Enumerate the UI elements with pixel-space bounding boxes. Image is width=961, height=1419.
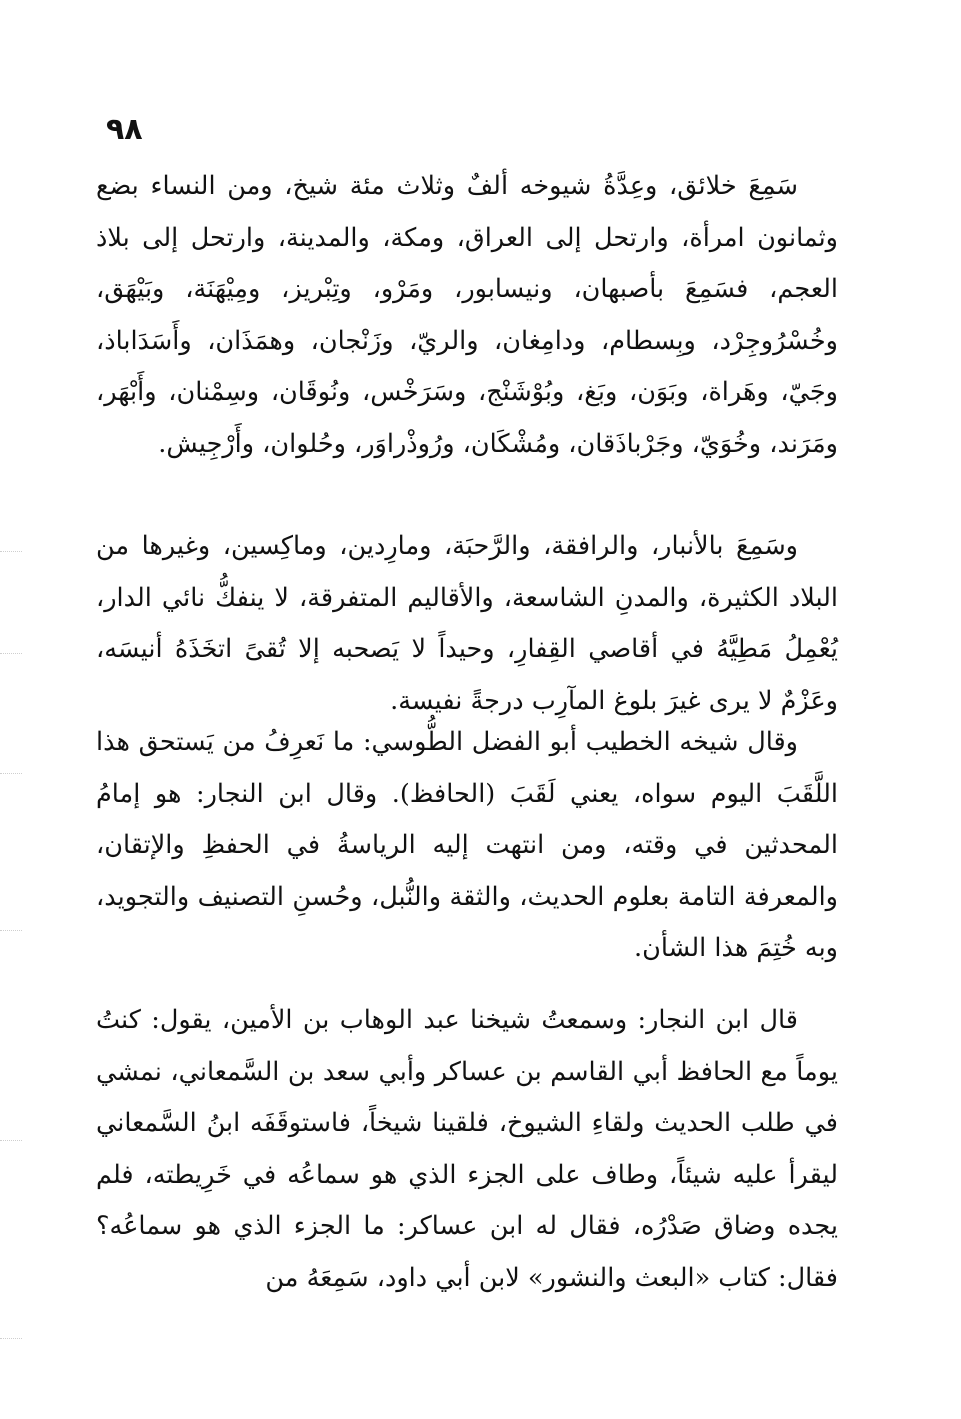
margin-mark	[0, 653, 22, 654]
page-number: ٩٨	[106, 112, 143, 147]
paragraph-2: وسَمِعَ بالأنبار، والرافقة، والرَّحبَة، ومارِدين، وماكِسين، وغيرها من البلاد الكثيرة، والمدنِ الشاسعة، والأقاليم المتفرقة، لا ينفكُّ نائي الدار، يُعْمِلُ مَطِيَّهُ في أقاصي القِفارِ، وحيداً لا يَصحبه إلا تُقىً اتخَذَهُ أنيسَه، وعَزْمٌ لا يرى غيرَ بلوغ المآرِب درجةً نفيسة.	[96, 531, 838, 716]
margin-mark	[0, 1140, 22, 1141]
margin-mark	[0, 773, 22, 774]
paragraph-4: قال ابن النجار: وسمعتُ شيخنا عبد الوهاب بن الأمين، يقول: كنتُ يوماً مع الحافظ أبي القاسم بن عساكر وأبي سعد بن السَّمعاني، نمشي في طلب الحديث ولقاءِ الشيوخ، فلقينا شيخاً، فاستوقَفَه ابنُ السَّمعاني ليقرأ عليه شيئاً، وطاف على الجزء الذي هو سماعُه في خَرِيطته، فلم يجده وضاق صَدْرُه، فقال له ابن عساكر: ما الجزء الذي هو سماعُه؟ فقال: كتاب «البعث والنشور» لابن أبي داود، سَمِعَهُ من	[96, 1005, 838, 1293]
paragraph-3: وقال شيخه الخطيب أبو الفضل الطُّوسي: ما نَعرِفُ من يَستحق هذا اللَّقَبَ اليوم سواه، يعني لَقَبَ (الحافظ). وقال ابن النجار: هو إمامُ المحدثين في وقته، ومن انتهت إليه الرياسةُ في الحفظِ والإتقان، والمعرفة التامة بعلوم الحديث، والثقة والنُّبل، وحُسنِ التصنيف والتجويد، وبه خُتِمَ هذا الشأن.	[96, 727, 838, 963]
margin-mark	[0, 1338, 22, 1339]
paragraph-1: سَمِعَ خلائق، وعِدَّةُ شيوخه ألفٌ وثلاث مئة شيخ، ومن النساء بضع وثمانون امرأة، وارتحل إلى العراق، ومكة، والمدينة، وارتحل إلى بلاذ العجم، فسَمِعَ بأصبهان، ونيسابور، ومَرْو، وتِبْريز، ومِيْهَنَة، وبَيْهَق، وخُسْرُوجِرْد، وبِسطام، ودامِغان، والريّ، وزَنْجان، وهمَذَان، وأَسَدَاباذ، وجَيّ، وهَراة، وبَوَن، وبَغ، وبُوْشَنْج، وسَرَخْس، ونُوقَان، وسِمْنان، وأَبْهَر، ومَرَند، وخُوَيّ، وجَرْباذَقان، ومُشْكَان، ورُوذْراوَر، وحُلوان، وأَرْجِيش.	[96, 171, 838, 459]
margin-mark	[0, 551, 22, 552]
margin-mark	[0, 930, 22, 931]
